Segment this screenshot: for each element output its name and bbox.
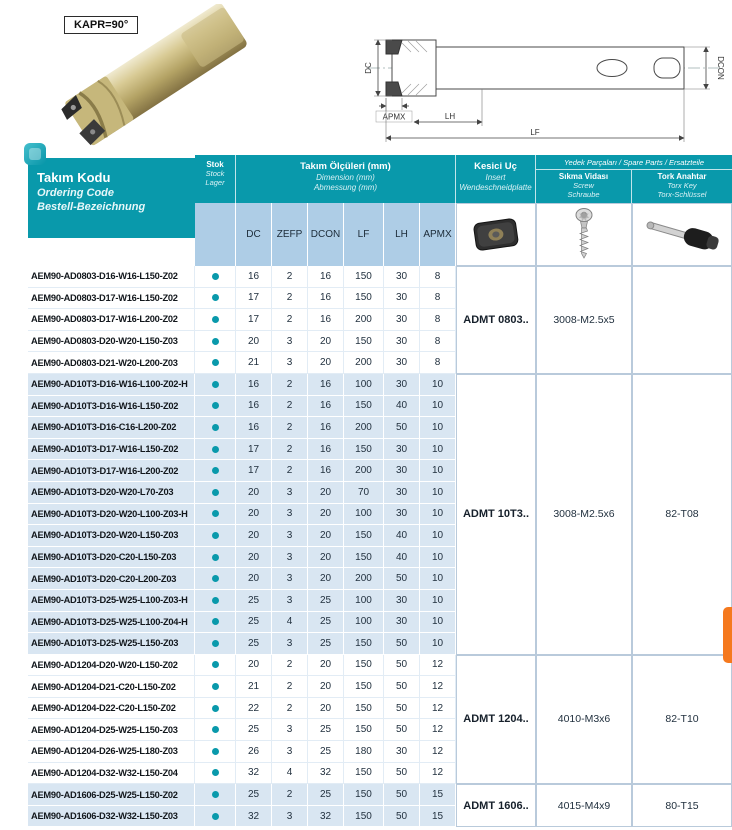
- stock-cell: [195, 331, 236, 353]
- insert-icon: [465, 211, 527, 259]
- stock-dot: [212, 381, 219, 388]
- dim-value: 2: [272, 417, 308, 439]
- stock-dot: [212, 618, 219, 625]
- row-code: AEM90-AD10T3-D25-W25-L100-Z04-H: [28, 612, 195, 634]
- dim-value: 2: [272, 460, 308, 482]
- dim-value: 25: [308, 741, 344, 763]
- dim-value: 25: [236, 719, 272, 741]
- stock-header-en: Stock: [205, 169, 225, 178]
- row-code: AEM90-AD1204-D32-W32-L150-Z04: [28, 763, 195, 785]
- dim-value: 30: [384, 266, 420, 288]
- technical-drawing: [362, 16, 728, 150]
- dim-value: 20: [236, 655, 272, 677]
- dim-value: 8: [420, 352, 456, 374]
- dim-value: 20: [308, 352, 344, 374]
- torx-header-tr: Tork Anahtar: [657, 172, 707, 181]
- stock-dot: [212, 791, 219, 798]
- dim-value: 40: [384, 396, 420, 418]
- dim-value: 200: [344, 460, 384, 482]
- screw-photo-cell: [536, 203, 632, 266]
- screw-size: 3008-M2.5x6: [536, 374, 632, 655]
- spare-parts-header: Yedek Parçaları / Spare Parts / Ersatzteile: [536, 155, 732, 170]
- stock-dot: [212, 446, 219, 453]
- dim-label-dc: DC: [364, 62, 373, 74]
- stock-dot: [212, 597, 219, 604]
- stock-dot: [212, 273, 219, 280]
- row-code: AEM90-AD0803-D16-W16-L150-Z02: [28, 266, 195, 288]
- dim-value: 8: [420, 288, 456, 310]
- dim-value: 3: [272, 568, 308, 590]
- stock-dot: [212, 554, 219, 561]
- dim-label-lf: LF: [530, 128, 540, 137]
- dim-value: 2: [272, 266, 308, 288]
- dim-value: 150: [344, 676, 384, 698]
- torx-header-de: Torx-Schlüssel: [657, 190, 707, 199]
- dim-value: 8: [420, 309, 456, 331]
- row-code: AEM90-AD0803-D17-W16-L150-Z02: [28, 288, 195, 310]
- dim-value: 16: [308, 266, 344, 288]
- dim-value: 3: [272, 719, 308, 741]
- column-label-lh: LH: [384, 203, 420, 266]
- row-code: AEM90-AD0803-D20-W20-L150-Z03: [28, 331, 195, 353]
- dim-value: 30: [384, 741, 420, 763]
- stock-header-tr: Stok: [206, 160, 224, 169]
- dim-value: 32: [308, 806, 344, 828]
- dim-value: 17: [236, 460, 272, 482]
- dim-value: 17: [236, 288, 272, 310]
- dim-label-apmx: APMX: [382, 112, 406, 122]
- torx-size: 82-T08: [632, 374, 732, 655]
- dim-value: 150: [344, 266, 384, 288]
- row-code: AEM90-AD1606-D32-W32-L150-Z03: [28, 806, 195, 828]
- dim-value: 30: [384, 439, 420, 461]
- dim-value: 20: [236, 525, 272, 547]
- dim-value: 180: [344, 741, 384, 763]
- stock-cell: [195, 439, 236, 461]
- dim-value: 20: [236, 331, 272, 353]
- dim-value: 2: [272, 676, 308, 698]
- dim-value: 20: [308, 698, 344, 720]
- stock-cell: [195, 396, 236, 418]
- dim-value: 50: [384, 763, 420, 785]
- dim-value: 30: [384, 460, 420, 482]
- insert-name: ADMT 0803..: [456, 266, 536, 374]
- dim-value: 150: [344, 719, 384, 741]
- stock-dot: [212, 510, 219, 517]
- dim-value: 3: [272, 806, 308, 828]
- row-code: AEM90-AD10T3-D17-W16-L200-Z02: [28, 460, 195, 482]
- stock-cell: [195, 309, 236, 331]
- dim-value: 100: [344, 504, 384, 526]
- torx-photo-cell: [632, 203, 732, 266]
- dim-value: 200: [344, 568, 384, 590]
- row-code: AEM90-AD1204-D26-W25-L180-Z03: [28, 741, 195, 763]
- dim-label-lh: LH: [444, 112, 456, 121]
- dimensions-header-cell: [236, 155, 456, 203]
- row-code: AEM90-AD10T3-D16-W16-L150-Z02: [28, 396, 195, 418]
- dim-value: 10: [420, 396, 456, 418]
- dim-value: 4: [272, 763, 308, 785]
- dim-value: 150: [344, 698, 384, 720]
- dim-value: 20: [236, 547, 272, 569]
- dim-value: 25: [308, 633, 344, 655]
- dim-value: 10: [420, 482, 456, 504]
- dim-value: 16: [308, 396, 344, 418]
- insert-name: ADMT 10T3..: [456, 374, 536, 655]
- stock-dot: [212, 489, 219, 496]
- stock-dot: [212, 661, 219, 668]
- row-code: AEM90-AD10T3-D20-C20-L200-Z03: [28, 568, 195, 590]
- dim-value: 10: [420, 460, 456, 482]
- dim-value: 3: [272, 331, 308, 353]
- dim-value: 12: [420, 655, 456, 677]
- stock-cell: [195, 719, 236, 741]
- column-label-apmx: APMX: [420, 203, 456, 266]
- dim-header-en: Dimension (mm): [316, 173, 375, 182]
- column-label-dc: DC: [236, 203, 272, 266]
- dim-value: 16: [236, 396, 272, 418]
- stock-cell: [195, 806, 236, 828]
- dim-value: 25: [236, 590, 272, 612]
- code-header-tr: Takım Kodu: [37, 170, 111, 185]
- dim-value: 2: [272, 784, 308, 806]
- torx-size: 80-T15: [632, 784, 732, 827]
- dim-header-tr: Takım Ölçüleri (mm): [300, 161, 391, 172]
- dim-value: 2: [272, 374, 308, 396]
- dim-value: 25: [236, 633, 272, 655]
- dim-value: 3: [272, 525, 308, 547]
- dim-value: 10: [420, 374, 456, 396]
- dim-value: 10: [420, 590, 456, 612]
- dim-value: 2: [272, 309, 308, 331]
- table-header: [28, 155, 732, 266]
- dim-value: 16: [308, 439, 344, 461]
- dim-value: 50: [384, 806, 420, 828]
- stock-dot: [212, 769, 219, 776]
- dim-value: 2: [272, 655, 308, 677]
- stock-header-de: Lager: [205, 178, 225, 187]
- dim-value: 3: [272, 482, 308, 504]
- stock-cell: [195, 590, 236, 612]
- stock-dot: [212, 683, 219, 690]
- dim-value: 40: [384, 547, 420, 569]
- row-code: AEM90-AD0803-D21-W20-L200-Z03: [28, 352, 195, 374]
- stock-cell: [195, 374, 236, 396]
- torx-header-cell: [632, 170, 732, 203]
- dim-value: 16: [236, 374, 272, 396]
- dim-value: 25: [308, 612, 344, 634]
- stock-cell: [195, 655, 236, 677]
- screw-header-cell: [536, 170, 632, 203]
- stock-dot: [212, 294, 219, 301]
- stock-cell: [195, 266, 236, 288]
- stock-cell: [195, 676, 236, 698]
- dim-value: 12: [420, 741, 456, 763]
- dim-value: 2: [272, 288, 308, 310]
- dim-value: 30: [384, 590, 420, 612]
- stock-cell: [195, 784, 236, 806]
- dim-value: 10: [420, 417, 456, 439]
- stock-subheader-blank: [195, 203, 236, 266]
- dim-value: 15: [420, 784, 456, 806]
- insert-name: ADMT 1606..: [456, 784, 536, 827]
- dim-value: 150: [344, 331, 384, 353]
- dim-value: 30: [384, 374, 420, 396]
- stock-dot: [212, 359, 219, 366]
- dim-value: 22: [236, 698, 272, 720]
- dim-value: 150: [344, 396, 384, 418]
- dim-value: 10: [420, 439, 456, 461]
- stock-cell: [195, 547, 236, 569]
- dim-value: 17: [236, 439, 272, 461]
- dim-value: 20: [308, 547, 344, 569]
- stock-dot: [212, 402, 219, 409]
- dim-value: 3: [272, 504, 308, 526]
- torx-size: [632, 266, 732, 374]
- screw-header-de: Schraube: [567, 190, 600, 199]
- row-code: AEM90-AD10T3-D20-W20-L70-Z03: [28, 482, 195, 504]
- dim-value: 32: [236, 806, 272, 828]
- code-header-en: Ordering Code: [37, 187, 115, 199]
- stock-dot: [212, 813, 219, 820]
- dim-value: 3: [272, 352, 308, 374]
- dim-value: 150: [344, 525, 384, 547]
- dim-value: 16: [236, 266, 272, 288]
- dim-value: 50: [384, 568, 420, 590]
- stock-cell: [195, 504, 236, 526]
- stock-dot: [212, 640, 219, 647]
- insert-header-cell: [456, 155, 536, 203]
- dim-value: 21: [236, 352, 272, 374]
- dim-value: 15: [420, 806, 456, 828]
- dim-value: 2: [272, 439, 308, 461]
- dim-value: 12: [420, 676, 456, 698]
- dim-value: 8: [420, 266, 456, 288]
- dim-value: 70: [344, 482, 384, 504]
- dim-value: 30: [384, 288, 420, 310]
- dim-label-dcon: DCON: [716, 56, 725, 80]
- row-code: AEM90-AD10T3-D17-W16-L150-Z02: [28, 439, 195, 461]
- stock-cell: [195, 417, 236, 439]
- dim-value: 150: [344, 763, 384, 785]
- insert-header-en: Insert: [485, 173, 506, 182]
- code-header-de: Bestell-Bezeichnung: [37, 201, 146, 213]
- dim-value: 40: [384, 525, 420, 547]
- dim-value: 200: [344, 417, 384, 439]
- dim-value: 50: [384, 633, 420, 655]
- dim-value: 16: [236, 417, 272, 439]
- orange-page-tab: [723, 607, 732, 663]
- dim-value: 20: [236, 482, 272, 504]
- dim-value: 10: [420, 568, 456, 590]
- dim-value: 20: [308, 504, 344, 526]
- stock-dot: [212, 424, 219, 431]
- stock-dot: [212, 575, 219, 582]
- dim-value: 10: [420, 633, 456, 655]
- dim-value: 10: [420, 547, 456, 569]
- row-code: AEM90-AD1204-D25-W25-L150-Z03: [28, 719, 195, 741]
- stock-dot: [212, 705, 219, 712]
- dim-value: 200: [344, 352, 384, 374]
- row-code: AEM90-AD1204-D20-W20-L150-Z02: [28, 655, 195, 677]
- row-code: AEM90-AD10T3-D20-C20-L150-Z03: [28, 547, 195, 569]
- kapr-label: KAPR=90°: [64, 16, 138, 34]
- dim-value: 150: [344, 655, 384, 677]
- dim-value: 16: [308, 288, 344, 310]
- screw-size: 3008-M2.5x5: [536, 266, 632, 374]
- dim-value: 20: [308, 568, 344, 590]
- stock-dot: [212, 532, 219, 539]
- stock-cell: [195, 482, 236, 504]
- dim-value: 3: [272, 633, 308, 655]
- row-code: AEM90-AD10T3-D20-W20-L150-Z03: [28, 525, 195, 547]
- dim-value: 150: [344, 784, 384, 806]
- insert-header-tr: Kesici Uç: [474, 161, 517, 172]
- stock-cell: [195, 741, 236, 763]
- dim-value: 21: [236, 676, 272, 698]
- stock-dot: [212, 726, 219, 733]
- torx-size: 82-T10: [632, 655, 732, 785]
- dim-value: 30: [384, 504, 420, 526]
- screw-header-en: Screw: [573, 181, 594, 190]
- dim-value: 10: [420, 504, 456, 526]
- dim-value: 12: [420, 719, 456, 741]
- dim-value: 30: [384, 309, 420, 331]
- stock-cell: [195, 460, 236, 482]
- dim-value: 100: [344, 590, 384, 612]
- dim-value: 50: [384, 417, 420, 439]
- dim-value: 12: [420, 763, 456, 785]
- dim-value: 16: [308, 460, 344, 482]
- stock-dot: [212, 748, 219, 755]
- screw-icon: [571, 207, 597, 263]
- dim-value: 2: [272, 396, 308, 418]
- dim-value: 150: [344, 288, 384, 310]
- column-label-dcon: DCON: [308, 203, 344, 266]
- screw-size: 4010-M3x6: [536, 655, 632, 785]
- dim-value: 50: [384, 698, 420, 720]
- dim-value: 20: [308, 525, 344, 547]
- dim-value: 20: [308, 482, 344, 504]
- dim-value: 100: [344, 374, 384, 396]
- row-code: AEM90-AD1204-D22-C20-L150-Z02: [28, 698, 195, 720]
- stock-cell: [195, 288, 236, 310]
- dim-value: 2: [272, 698, 308, 720]
- dim-value: 25: [308, 784, 344, 806]
- row-code: AEM90-AD1606-D25-W25-L150-Z02: [28, 784, 195, 806]
- dim-value: 30: [384, 352, 420, 374]
- stock-dot: [212, 316, 219, 323]
- stock-cell: [195, 352, 236, 374]
- dim-value: 25: [236, 612, 272, 634]
- dim-value: 3: [272, 741, 308, 763]
- dim-value: 20: [308, 655, 344, 677]
- dim-value: 50: [384, 676, 420, 698]
- dim-value: 17: [236, 309, 272, 331]
- dim-value: 25: [308, 719, 344, 741]
- row-code: AEM90-AD1204-D21-C20-L150-Z02: [28, 676, 195, 698]
- dim-value: 20: [308, 331, 344, 353]
- dim-value: 10: [420, 612, 456, 634]
- dim-value: 16: [308, 417, 344, 439]
- dim-value: 10: [420, 525, 456, 547]
- column-label-lf: LF: [344, 203, 384, 266]
- screw-size: 4015-M4x9: [536, 784, 632, 827]
- stock-dot: [212, 467, 219, 474]
- dim-value: 3: [272, 547, 308, 569]
- dim-value: 150: [344, 439, 384, 461]
- stock-cell: [195, 612, 236, 634]
- stock-dot: [212, 338, 219, 345]
- dim-value: 26: [236, 741, 272, 763]
- dim-value: 12: [420, 698, 456, 720]
- insert-photo-cell: [456, 203, 536, 266]
- dim-value: 32: [236, 763, 272, 785]
- stock-cell: [195, 568, 236, 590]
- stock-cell: [195, 633, 236, 655]
- row-code: AEM90-AD10T3-D25-W25-L100-Z03-H: [28, 590, 195, 612]
- torx-header-en: Torx Key: [667, 181, 697, 190]
- stock-cell: [195, 763, 236, 785]
- dim-value: 50: [384, 655, 420, 677]
- insert-name: ADMT 1204..: [456, 655, 536, 785]
- column-label-zefp: ZEFP: [272, 203, 308, 266]
- row-code: AEM90-AD0803-D17-W16-L200-Z02: [28, 309, 195, 331]
- dim-value: 20: [236, 504, 272, 526]
- dim-value: 16: [308, 374, 344, 396]
- dim-value: 32: [308, 763, 344, 785]
- table-body: [28, 266, 732, 827]
- code-header-cell: [28, 155, 195, 266]
- stock-header-cell: [195, 155, 236, 203]
- torx-key-icon: [642, 210, 722, 260]
- screw-header-tr: Sıkma Vidası: [558, 172, 609, 181]
- dim-value: 100: [344, 612, 384, 634]
- dim-value: 150: [344, 547, 384, 569]
- dim-value: 3: [272, 590, 308, 612]
- dim-value: 20: [308, 676, 344, 698]
- dim-header-de: Abmessung (mm): [313, 183, 378, 192]
- row-code: AEM90-AD10T3-D25-W25-L150-Z03: [28, 633, 195, 655]
- dim-value: 4: [272, 612, 308, 634]
- dim-value: 150: [344, 806, 384, 828]
- dim-value: 25: [308, 590, 344, 612]
- stock-cell: [195, 698, 236, 720]
- dim-value: 30: [384, 482, 420, 504]
- dim-value: 25: [236, 784, 272, 806]
- dim-value: 150: [344, 633, 384, 655]
- row-code: AEM90-AD10T3-D16-W16-L100-Z02-H: [28, 374, 195, 396]
- dim-value: 20: [236, 568, 272, 590]
- row-code: AEM90-AD10T3-D16-C16-L200-Z02: [28, 417, 195, 439]
- dim-value: 50: [384, 784, 420, 806]
- insert-header-de: Wendeschneidplatte: [459, 183, 532, 192]
- dim-value: 8: [420, 331, 456, 353]
- section-corner-icon: [24, 143, 46, 165]
- dim-value: 16: [308, 309, 344, 331]
- dim-value: 50: [384, 719, 420, 741]
- row-code: AEM90-AD10T3-D20-W20-L100-Z03-H: [28, 504, 195, 526]
- dim-value: 200: [344, 309, 384, 331]
- stock-cell: [195, 525, 236, 547]
- dim-value: 30: [384, 612, 420, 634]
- dim-value: 30: [384, 331, 420, 353]
